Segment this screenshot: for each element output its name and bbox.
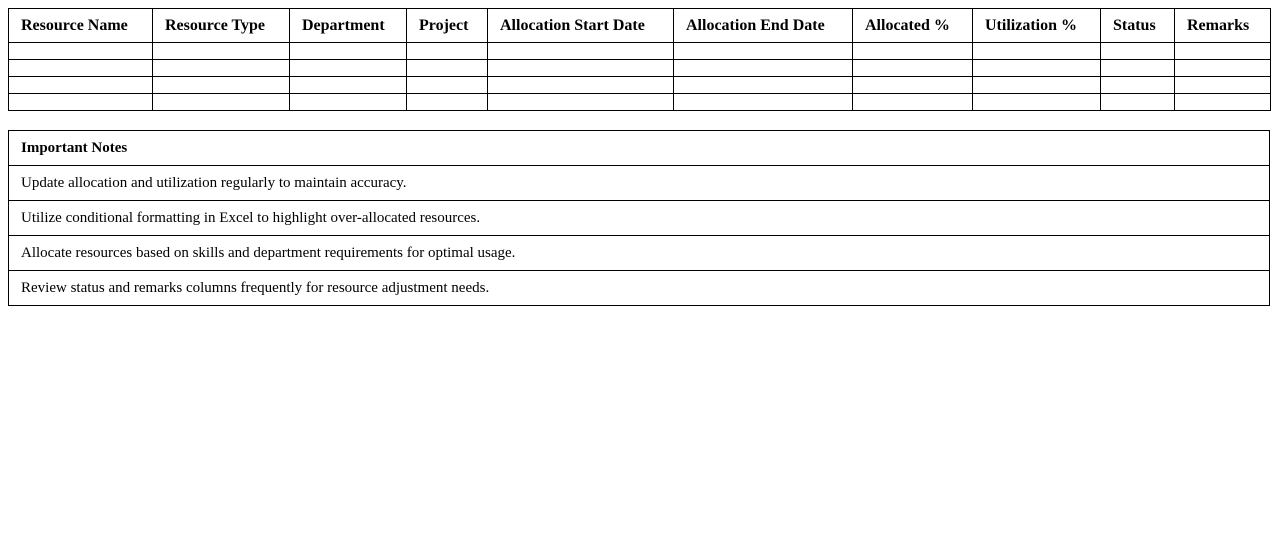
column-header-resource-name: Resource Name: [9, 9, 153, 43]
table-row: [9, 43, 1271, 60]
table-cell[interactable]: [853, 60, 973, 77]
table-cell[interactable]: [973, 77, 1101, 94]
note-row: [9, 271, 1270, 306]
table-cell[interactable]: [488, 77, 674, 94]
table-cell[interactable]: [407, 77, 488, 94]
note-item: Utilize conditional formatting in Excel to highlight over-allocated resources.: [9, 201, 1270, 236]
note-row: [9, 201, 1270, 236]
table-cell[interactable]: [674, 60, 853, 77]
table-cell[interactable]: [290, 43, 407, 60]
column-header-status: Status: [1101, 9, 1175, 43]
table-cell[interactable]: [407, 60, 488, 77]
column-header-remarks: Remarks: [1175, 9, 1271, 43]
table-cell[interactable]: [290, 60, 407, 77]
note-item: Review status and remarks columns frequently for resource adjustment needs.: [9, 271, 1270, 306]
table-cell[interactable]: [407, 94, 488, 111]
note-item: Update allocation and utilization regularly to maintain accuracy.: [9, 166, 1270, 201]
note-row: [9, 236, 1270, 271]
table-cell[interactable]: [407, 43, 488, 60]
column-header-allocation-end-date: Allocation End Date: [674, 9, 853, 43]
notes-title: Important Notes: [9, 131, 1270, 166]
table-cell[interactable]: [674, 43, 853, 60]
table-cell[interactable]: [973, 94, 1101, 111]
table-cell[interactable]: [1175, 43, 1271, 60]
resource-allocation-table: [8, 8, 1271, 111]
column-header-allocation-start-date: Allocation Start Date: [488, 9, 674, 43]
table-cell[interactable]: [1101, 43, 1175, 60]
table-cell[interactable]: [9, 60, 153, 77]
column-header-department: Department: [290, 9, 407, 43]
table-cell[interactable]: [853, 43, 973, 60]
table-cell[interactable]: [153, 94, 290, 111]
table-cell[interactable]: [9, 43, 153, 60]
table-cell[interactable]: [674, 94, 853, 111]
table-cell[interactable]: [853, 94, 973, 111]
table-cell[interactable]: [1175, 77, 1271, 94]
table-cell[interactable]: [488, 60, 674, 77]
table-cell[interactable]: [853, 77, 973, 94]
table-cell[interactable]: [153, 77, 290, 94]
table-cell[interactable]: [1175, 94, 1271, 111]
table-cell[interactable]: [153, 60, 290, 77]
table-cell[interactable]: [1101, 60, 1175, 77]
table-cell[interactable]: [488, 94, 674, 111]
note-item: Allocate resources based on skills and department requirements for optimal usage.: [9, 236, 1270, 271]
important-notes-table: [8, 130, 1270, 306]
table-cell[interactable]: [153, 43, 290, 60]
table-header-row: [9, 9, 1271, 43]
table-row: [9, 94, 1271, 111]
column-header-allocated-percent: Allocated %: [853, 9, 973, 43]
table-cell[interactable]: [674, 77, 853, 94]
table-row: [9, 77, 1271, 94]
table-cell[interactable]: [9, 94, 153, 111]
table-cell[interactable]: [1101, 94, 1175, 111]
table-cell[interactable]: [9, 77, 153, 94]
table-row: [9, 60, 1271, 77]
column-header-utilization-percent: Utilization %: [973, 9, 1101, 43]
table-cell[interactable]: [290, 77, 407, 94]
notes-header-row: [9, 131, 1270, 166]
table-cell[interactable]: [290, 94, 407, 111]
table-cell[interactable]: [1175, 60, 1271, 77]
column-header-resource-type: Resource Type: [153, 9, 290, 43]
note-row: [9, 166, 1270, 201]
table-cell[interactable]: [1101, 77, 1175, 94]
column-header-project: Project: [407, 9, 488, 43]
table-cell[interactable]: [488, 43, 674, 60]
table-cell[interactable]: [973, 60, 1101, 77]
table-cell[interactable]: [973, 43, 1101, 60]
